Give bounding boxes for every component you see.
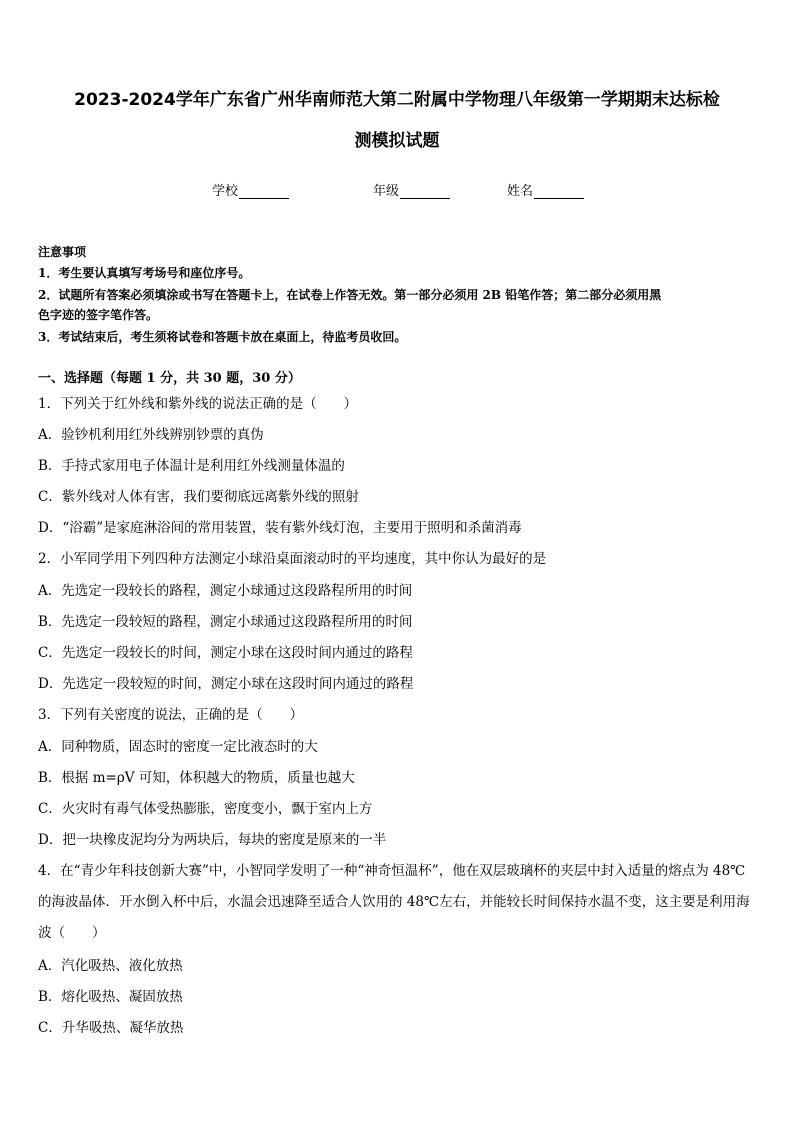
notice-item: 1．考生要认真填写考场号和座位序号。 bbox=[38, 266, 251, 280]
exam-title-line2: 测模拟试题 bbox=[354, 131, 440, 151]
name-label: 姓名 bbox=[507, 184, 534, 199]
question-4-stem: 4．在“青少年科技创新大赛”中，小智同学发明了一种“神奇恒温杯”，他在双层玻璃杯的夹层中封入适量的熔点为 48℃的海波晶体．开水倒入杯中后，水温会迅速降至适合人饮用的 48℃左右，并能较长时间保持水温不变，这主要是利用海波（ ） bbox=[38, 863, 750, 941]
school-blank[interactable] bbox=[239, 184, 289, 199]
question-1-option-a: A．验钞机利用红外线辨别钞票的真伪 bbox=[38, 427, 264, 443]
exam-title-line1: 2023-2024学年广东省广州华南师范大第二附属中学物理八年级第一学期期末达标检 bbox=[74, 90, 720, 110]
question-3-option-b: B．根据 m=ρV 可知，体积越大的物质，质量也越大 bbox=[38, 770, 355, 786]
question-2-option-b: B．先选定一段较短的路程，测定小球通过这段路程所用的时间 bbox=[38, 614, 413, 630]
notice-heading: 注意事项 bbox=[38, 245, 87, 259]
question-2-option-a: A．先选定一段较长的路程，测定小球通过这段路程所用的时间 bbox=[38, 583, 413, 599]
question-1-option-d: D．“浴霸”是家庭淋浴间的常用装置，装有紫外线灯泡，主要用于照明和杀菌消毒 bbox=[38, 520, 522, 536]
question-3-option-c: C．火灾时有毒气体受热膨胀，密度变小，飘于室内上方 bbox=[38, 801, 373, 817]
grade-label: 年级 bbox=[373, 184, 400, 199]
question-2-option-d: D．先选定一段较短的时间，测定小球在这段时间内通过的路程 bbox=[38, 676, 414, 692]
notice-item: 2．试题所有答案必须填涂或书写在答题卡上，在试卷上作答无效。第一部分必须用 2B 铅笔作答；第二部分必须用黑 bbox=[38, 288, 662, 302]
question-4-option-c: C．升华吸热、凝华放热 bbox=[38, 1020, 184, 1036]
question-4-option-a: A．汽化吸热、液化放热 bbox=[38, 958, 183, 974]
name-blank[interactable] bbox=[534, 184, 584, 199]
student-info-fields bbox=[0, 180, 794, 200]
name-field bbox=[507, 180, 584, 199]
notice-item: 3．考试结束后，考生须将试卷和答题卡放在桌面上，待监考员收回。 bbox=[38, 330, 407, 344]
grade-field bbox=[373, 180, 450, 199]
school-field bbox=[212, 180, 289, 199]
question-1-option-b: B．手持式家用电子体温计是利用红外线测量体温的 bbox=[38, 458, 345, 474]
notice-item: 色字迹的签字笔作答。 bbox=[38, 308, 159, 322]
question-3-option-a: A．同种物质，固态时的密度一定比液态时的大 bbox=[38, 739, 318, 755]
school-label: 学校 bbox=[212, 184, 239, 199]
question-1-option-c: C．紫外线对人体有害，我们要彻底远离紫外线的照射 bbox=[38, 489, 359, 505]
grade-blank[interactable] bbox=[400, 184, 450, 199]
question-3-option-d: D．把一块橡皮泥均分为两块后，每块的密度是原来的一半 bbox=[38, 832, 387, 848]
question-2-stem: 2．小军同学用下列四种方法测定小球沿桌面滚动时的平均速度，其中你认为最好的是 bbox=[38, 551, 547, 567]
question-3-stem: 3．下列有关密度的说法，正确的是（ ） bbox=[38, 707, 304, 723]
question-1-stem: 1．下列关于红外线和紫外线的说法正确的是（ ） bbox=[38, 396, 358, 412]
question-4-option-b: B．熔化吸热、凝固放热 bbox=[38, 989, 183, 1005]
question-2-option-c: C．先选定一段较长的时间，测定小球在这段时间内通过的路程 bbox=[38, 645, 413, 661]
section-heading: 一、选择题（每题 1 分，共 30 题，30 分） bbox=[38, 371, 301, 386]
